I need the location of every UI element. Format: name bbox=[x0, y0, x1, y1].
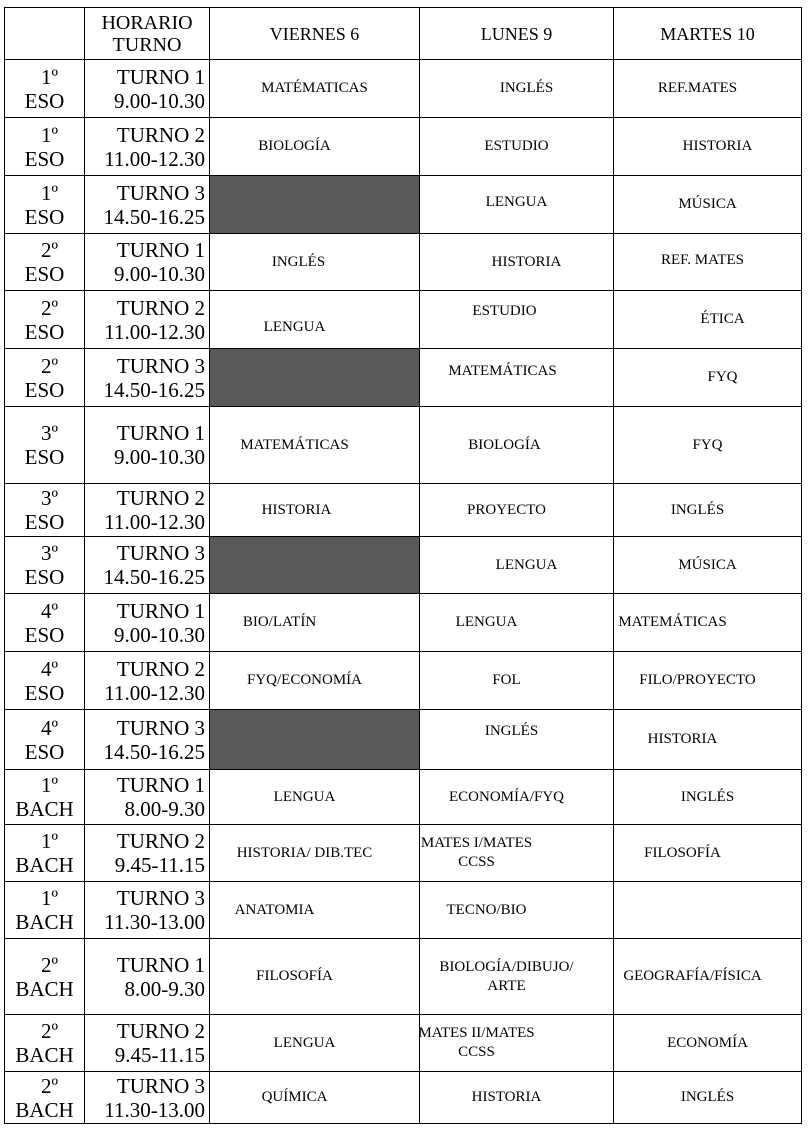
subject-line: HISTORIA bbox=[491, 253, 562, 270]
curso-level: 3º bbox=[40, 486, 58, 510]
turno-time: 11.30-13.00 bbox=[104, 910, 205, 934]
curso-cell bbox=[5, 60, 85, 118]
turno-time: 8.00-9.30 bbox=[124, 976, 205, 1001]
curso-cell bbox=[5, 537, 85, 594]
subject-line: HISTORIA/ DIB.TEC bbox=[236, 844, 373, 861]
turno-label: TURNO 1 bbox=[116, 598, 205, 623]
turno-cell bbox=[85, 176, 210, 234]
table-row bbox=[5, 349, 802, 407]
subject-text bbox=[604, 671, 791, 690]
table-row bbox=[5, 484, 802, 537]
subject-text bbox=[629, 368, 811, 387]
curso-stage: BACH bbox=[15, 853, 74, 877]
subject-cell-martes bbox=[614, 60, 802, 118]
curso-level: 3º bbox=[40, 541, 58, 565]
turno-time: 11.00-12.30 bbox=[104, 146, 205, 171]
subject-line: TECNO/BIO bbox=[446, 901, 527, 918]
subject-line: HISTORIA bbox=[471, 1089, 542, 1105]
subject-line: GEOGRAFÍA/FÍSICA bbox=[623, 968, 762, 984]
turno-cell bbox=[85, 652, 210, 710]
subject-line: INGLÉS bbox=[680, 1089, 735, 1105]
subject-text bbox=[390, 613, 583, 632]
curso-stage: ESO bbox=[24, 510, 65, 534]
blocked-cell-viernes bbox=[210, 176, 420, 234]
subject-line: MATEMÁTICAS bbox=[240, 436, 349, 453]
table-row bbox=[5, 770, 802, 825]
subject-line: MÚSICA bbox=[678, 556, 737, 573]
subject-line: HISTORIA bbox=[647, 731, 718, 747]
curso-cell bbox=[5, 1015, 85, 1072]
turno-label: TURNO 1 bbox=[116, 773, 205, 797]
subject-text bbox=[614, 788, 801, 807]
table-row bbox=[5, 537, 802, 594]
subject-text bbox=[609, 251, 796, 270]
subject-text bbox=[210, 79, 419, 98]
subject-cell-lunes bbox=[420, 60, 614, 118]
subject-text bbox=[410, 671, 603, 690]
subject-cell-viernes bbox=[210, 882, 420, 939]
turno-time: 14.50-16.25 bbox=[103, 204, 205, 229]
curso-stage: ESO bbox=[24, 565, 65, 589]
subject-text bbox=[200, 844, 409, 863]
curso-cell bbox=[5, 234, 85, 291]
table-row bbox=[5, 825, 802, 882]
turno-time: 14.50-16.25 bbox=[103, 377, 205, 402]
turno-label: TURNO 1 bbox=[116, 421, 205, 445]
subject-cell-martes bbox=[614, 291, 802, 349]
subject-cell-viernes bbox=[210, 770, 420, 825]
curso-level: 2º bbox=[40, 295, 58, 320]
subject-cell-viernes bbox=[210, 484, 420, 537]
curso-stage: ESO bbox=[24, 319, 65, 344]
subject-cell-lunes bbox=[420, 770, 614, 825]
subject-text bbox=[430, 253, 623, 272]
subject-line: BIOLOGÍA/DIBUJO/ bbox=[439, 958, 574, 975]
curso-cell bbox=[5, 118, 85, 176]
subject-line: LENGUA bbox=[495, 556, 558, 573]
subject-line: INGLÉS bbox=[499, 80, 554, 96]
curso-stage: BACH bbox=[15, 1043, 74, 1067]
table-row bbox=[5, 1072, 802, 1124]
turno-label: TURNO 3 bbox=[116, 541, 205, 565]
header-horario-label: HORARIO bbox=[101, 11, 193, 34]
subject-line: MATES II/MATES bbox=[418, 1025, 535, 1041]
subject-line: FYQ/ECONOMÍA bbox=[246, 672, 362, 688]
turno-cell bbox=[85, 484, 210, 537]
subject-text bbox=[415, 722, 608, 741]
subject-text bbox=[200, 1034, 409, 1053]
subject-line: FOL bbox=[492, 672, 521, 688]
subject-line: REF. MATES bbox=[661, 251, 744, 268]
turno-label: TURNO 2 bbox=[116, 295, 205, 320]
subject-line: LENGUA bbox=[273, 788, 336, 805]
subject-text bbox=[175, 613, 384, 632]
curso-stage: BACH bbox=[15, 910, 74, 934]
subject-line: CCSS bbox=[458, 1044, 495, 1060]
subject-cell-lunes bbox=[420, 118, 614, 176]
curso-stage: ESO bbox=[24, 204, 65, 229]
turno-time: 9.00-10.30 bbox=[114, 88, 205, 113]
subject-line: ÉTICA bbox=[700, 311, 745, 327]
curso-stage: ESO bbox=[24, 739, 65, 764]
turno-time: 14.50-16.25 bbox=[103, 565, 205, 589]
subject-text bbox=[190, 137, 399, 156]
subject-line: INGLÉS bbox=[271, 253, 326, 270]
table-row bbox=[5, 234, 802, 291]
turno-label: TURNO 2 bbox=[116, 122, 205, 147]
subject-line: MATÉMATICAS bbox=[261, 80, 368, 96]
subject-text bbox=[589, 730, 776, 749]
subject-line: MATEMÁTICAS bbox=[618, 614, 727, 630]
curso-level: 4º bbox=[40, 715, 58, 740]
table-row bbox=[5, 118, 802, 176]
subject-line: FILO/PROYECTO bbox=[639, 672, 756, 688]
turno-time: 9.45-11.15 bbox=[114, 853, 205, 877]
subject-cell-viernes bbox=[210, 291, 420, 349]
subject-cell-martes bbox=[614, 825, 802, 882]
turno-label: TURNO 1 bbox=[116, 952, 205, 977]
subject-text bbox=[410, 958, 603, 996]
subject-cell-lunes bbox=[420, 939, 614, 1015]
curso-stage: ESO bbox=[24, 680, 65, 705]
curso-cell bbox=[5, 652, 85, 710]
subject-line: HISTORIA bbox=[682, 138, 753, 154]
subject-text bbox=[604, 79, 791, 98]
subject-text bbox=[192, 501, 401, 520]
turno-time: 9.45-11.15 bbox=[114, 1043, 205, 1067]
subject-line: QUÍMICA bbox=[261, 1089, 328, 1105]
header-turno-label: TURNO bbox=[112, 33, 182, 56]
subject-line: ESTUDIO bbox=[472, 303, 537, 319]
curso-level: 3º bbox=[40, 421, 58, 445]
subject-line: PROYECTO bbox=[467, 501, 546, 518]
subject-text bbox=[410, 501, 603, 520]
subject-text bbox=[614, 1088, 801, 1107]
curso-cell bbox=[5, 770, 85, 825]
subject-cell-martes bbox=[614, 939, 802, 1015]
curso-stage: ESO bbox=[24, 622, 65, 647]
subject-line: LENGUA bbox=[273, 1034, 336, 1051]
curso-cell bbox=[5, 882, 85, 939]
turno-label: TURNO 3 bbox=[116, 715, 205, 740]
turno-cell bbox=[85, 1015, 210, 1072]
subject-line: BIOLOGÍA bbox=[258, 138, 331, 154]
curso-cell bbox=[5, 176, 85, 234]
table-row bbox=[5, 939, 802, 1015]
subject-cell-martes bbox=[614, 349, 802, 407]
subject-line: HISTORIA bbox=[261, 501, 332, 518]
header-day-lunes: LUNES 9 bbox=[420, 8, 614, 60]
subject-text bbox=[380, 1024, 573, 1062]
subject-text bbox=[589, 844, 776, 863]
curso-cell bbox=[5, 407, 85, 484]
subject-cell-viernes bbox=[210, 594, 420, 652]
subject-text bbox=[614, 556, 801, 575]
turno-cell bbox=[85, 234, 210, 291]
turno-time: 14.50-16.25 bbox=[103, 739, 205, 764]
subject-text bbox=[200, 671, 409, 690]
curso-level: 1º bbox=[40, 64, 58, 89]
subject-cell-martes bbox=[614, 407, 802, 484]
turno-cell bbox=[85, 537, 210, 594]
subject-text bbox=[430, 556, 623, 575]
subject-text bbox=[190, 1088, 399, 1107]
turno-time: 11.30-13.00 bbox=[104, 1097, 205, 1122]
subject-text bbox=[390, 901, 583, 920]
subject-cell-lunes bbox=[420, 407, 614, 484]
turno-cell bbox=[85, 349, 210, 407]
subject-cell-viernes bbox=[210, 407, 420, 484]
turno-label: TURNO 2 bbox=[116, 486, 205, 510]
subject-cell-viernes bbox=[210, 1072, 420, 1124]
curso-cell bbox=[5, 710, 85, 770]
subject-text bbox=[194, 253, 403, 272]
subject-cell-martes bbox=[614, 1072, 802, 1124]
curso-stage: ESO bbox=[24, 262, 65, 286]
subject-cell-lunes bbox=[420, 176, 614, 234]
subject-cell-lunes bbox=[420, 234, 614, 291]
turno-label: TURNO 1 bbox=[116, 64, 205, 89]
subject-line: ARTE bbox=[487, 977, 526, 994]
subject-cell-lunes bbox=[420, 1072, 614, 1124]
subject-cell-martes bbox=[614, 652, 802, 710]
table-row bbox=[5, 60, 802, 118]
curso-cell bbox=[5, 1072, 85, 1124]
turno-time: 11.00-12.30 bbox=[104, 319, 205, 344]
curso-stage: BACH bbox=[15, 976, 74, 1001]
subject-cell-lunes bbox=[420, 825, 614, 882]
subject-line: MATES I/MATES bbox=[420, 835, 533, 851]
subject-cell-lunes bbox=[420, 882, 614, 939]
curso-stage: ESO bbox=[24, 445, 65, 469]
subject-cell-lunes bbox=[420, 710, 614, 770]
subject-cell-martes bbox=[614, 118, 802, 176]
subject-cell-martes bbox=[614, 710, 802, 770]
subject-cell-martes bbox=[614, 484, 802, 537]
schedule-body bbox=[5, 8, 802, 1124]
subject-line: FYQ bbox=[707, 369, 738, 385]
subject-text bbox=[170, 901, 379, 920]
curso-stage: BACH bbox=[15, 797, 74, 821]
subject-text bbox=[410, 788, 603, 807]
curso-level: 1º bbox=[40, 122, 58, 147]
header-day-viernes: VIERNES 6 bbox=[210, 8, 420, 60]
subject-text bbox=[190, 318, 399, 337]
subject-cell-martes bbox=[614, 537, 802, 594]
table-row bbox=[5, 594, 802, 652]
subject-line: INGLÉS bbox=[484, 723, 539, 739]
blocked-cell-viernes bbox=[210, 537, 420, 594]
subject-cell-martes bbox=[614, 1015, 802, 1072]
curso-level: 2º bbox=[40, 238, 58, 262]
subject-line: LENGUA bbox=[485, 194, 548, 210]
blocked-cell-viernes bbox=[210, 710, 420, 770]
subject-text bbox=[430, 79, 623, 98]
header-horario-turno bbox=[85, 8, 210, 60]
table-row bbox=[5, 652, 802, 710]
turno-time: 9.00-10.30 bbox=[114, 622, 205, 647]
curso-stage: BACH bbox=[15, 1097, 74, 1122]
turno-label: TURNO 3 bbox=[116, 353, 205, 378]
subject-text bbox=[408, 302, 601, 321]
subject-text bbox=[579, 613, 766, 632]
subject-line: ANATOMIA bbox=[234, 901, 315, 918]
subject-line: LENGUA bbox=[455, 614, 518, 630]
subject-cell-martes bbox=[614, 234, 802, 291]
subject-text bbox=[408, 436, 601, 455]
turno-time: 11.00-12.30 bbox=[104, 680, 205, 705]
subject-line: ECONOMÍA/FYQ bbox=[448, 788, 564, 805]
turno-cell bbox=[85, 770, 210, 825]
header-row bbox=[5, 8, 802, 60]
curso-cell bbox=[5, 484, 85, 537]
subject-cell-viernes bbox=[210, 652, 420, 710]
subject-cell-viernes bbox=[210, 118, 420, 176]
subject-line: FILOSOFÍA bbox=[644, 844, 721, 861]
curso-level: 2º bbox=[40, 952, 58, 977]
subject-text bbox=[420, 193, 613, 212]
curso-cell bbox=[5, 349, 85, 407]
turno-label: TURNO 2 bbox=[116, 829, 205, 853]
turno-label: TURNO 1 bbox=[116, 238, 205, 262]
subject-line: BIOLOGÍA bbox=[468, 436, 541, 453]
schedule-table bbox=[4, 7, 802, 1124]
turno-label: TURNO 3 bbox=[116, 180, 205, 205]
subject-text bbox=[200, 788, 409, 807]
subject-line: FILOSOFÍA bbox=[256, 968, 333, 984]
subject-line: INGLÉS bbox=[680, 788, 735, 805]
turno-time: 8.00-9.30 bbox=[124, 797, 205, 821]
table-row bbox=[5, 291, 802, 349]
curso-level: 2º bbox=[40, 353, 58, 378]
table-row bbox=[5, 407, 802, 484]
turno-cell bbox=[85, 825, 210, 882]
subject-cell-viernes bbox=[210, 60, 420, 118]
subject-cell-martes bbox=[614, 770, 802, 825]
subject-text bbox=[410, 1088, 603, 1107]
subject-cell-lunes bbox=[420, 652, 614, 710]
subject-text bbox=[190, 967, 399, 986]
turno-cell bbox=[85, 60, 210, 118]
header-day-martes: MARTES 10 bbox=[614, 8, 802, 60]
curso-level: 2º bbox=[40, 1019, 58, 1043]
turno-label: TURNO 3 bbox=[116, 886, 205, 910]
subject-cell-lunes bbox=[420, 349, 614, 407]
curso-stage: ESO bbox=[24, 146, 65, 171]
subject-text bbox=[614, 1034, 801, 1053]
subject-text bbox=[380, 834, 573, 872]
curso-cell bbox=[5, 291, 85, 349]
subject-text bbox=[406, 362, 599, 381]
curso-level: 2º bbox=[40, 1073, 58, 1098]
subject-line: FYQ bbox=[692, 436, 723, 453]
subject-text bbox=[190, 436, 399, 455]
curso-stage: ESO bbox=[24, 88, 65, 113]
table-row bbox=[5, 176, 802, 234]
subject-cell-lunes bbox=[420, 1015, 614, 1072]
subject-cell-lunes bbox=[420, 291, 614, 349]
subject-cell-martes bbox=[614, 594, 802, 652]
turno-time: 11.00-12.30 bbox=[104, 510, 205, 534]
subject-line: ESTUDIO bbox=[484, 138, 549, 154]
subject-line: INGLÉS bbox=[670, 501, 725, 518]
turno-time: 9.00-10.30 bbox=[114, 262, 205, 286]
subject-line: BIO/LATÍN bbox=[242, 614, 317, 630]
blocked-cell-viernes bbox=[210, 349, 420, 407]
subject-text bbox=[614, 436, 801, 455]
curso-level: 4º bbox=[40, 598, 58, 623]
table-row bbox=[5, 1015, 802, 1072]
curso-level: 4º bbox=[40, 656, 58, 681]
subject-line: CCSS bbox=[458, 854, 495, 870]
turno-label: TURNO 3 bbox=[116, 1073, 205, 1098]
curso-level: 1º bbox=[40, 886, 58, 910]
table-row bbox=[5, 882, 802, 939]
subject-text bbox=[604, 501, 791, 520]
turno-time: 9.00-10.30 bbox=[114, 445, 205, 469]
subject-line: MATEMÁTICAS bbox=[448, 363, 557, 379]
curso-cell bbox=[5, 825, 85, 882]
subject-line: ECONOMÍA bbox=[667, 1034, 748, 1051]
subject-line: LENGUA bbox=[263, 319, 326, 335]
subject-cell-martes bbox=[614, 882, 802, 939]
subject-cell-martes bbox=[614, 176, 802, 234]
subject-text bbox=[614, 195, 801, 214]
subject-cell-viernes bbox=[210, 234, 420, 291]
subject-cell-lunes bbox=[420, 537, 614, 594]
subject-line: REF.MATES bbox=[657, 80, 738, 96]
header-corner-cell bbox=[5, 8, 85, 60]
subject-text bbox=[420, 137, 613, 156]
curso-cell bbox=[5, 594, 85, 652]
subject-cell-lunes bbox=[420, 484, 614, 537]
curso-level: 1º bbox=[40, 180, 58, 205]
subject-text bbox=[599, 967, 786, 986]
turno-label: TURNO 2 bbox=[116, 1019, 205, 1043]
curso-level: 1º bbox=[40, 829, 58, 853]
subject-line: MÚSICA bbox=[678, 196, 737, 212]
subject-text bbox=[629, 310, 811, 329]
subject-text bbox=[624, 137, 811, 156]
curso-cell bbox=[5, 939, 85, 1015]
subject-cell-viernes bbox=[210, 939, 420, 1015]
turno-cell bbox=[85, 710, 210, 770]
turno-label: TURNO 2 bbox=[116, 656, 205, 681]
curso-level: 1º bbox=[40, 773, 58, 797]
table-row bbox=[5, 710, 802, 770]
curso-stage: ESO bbox=[24, 377, 65, 402]
